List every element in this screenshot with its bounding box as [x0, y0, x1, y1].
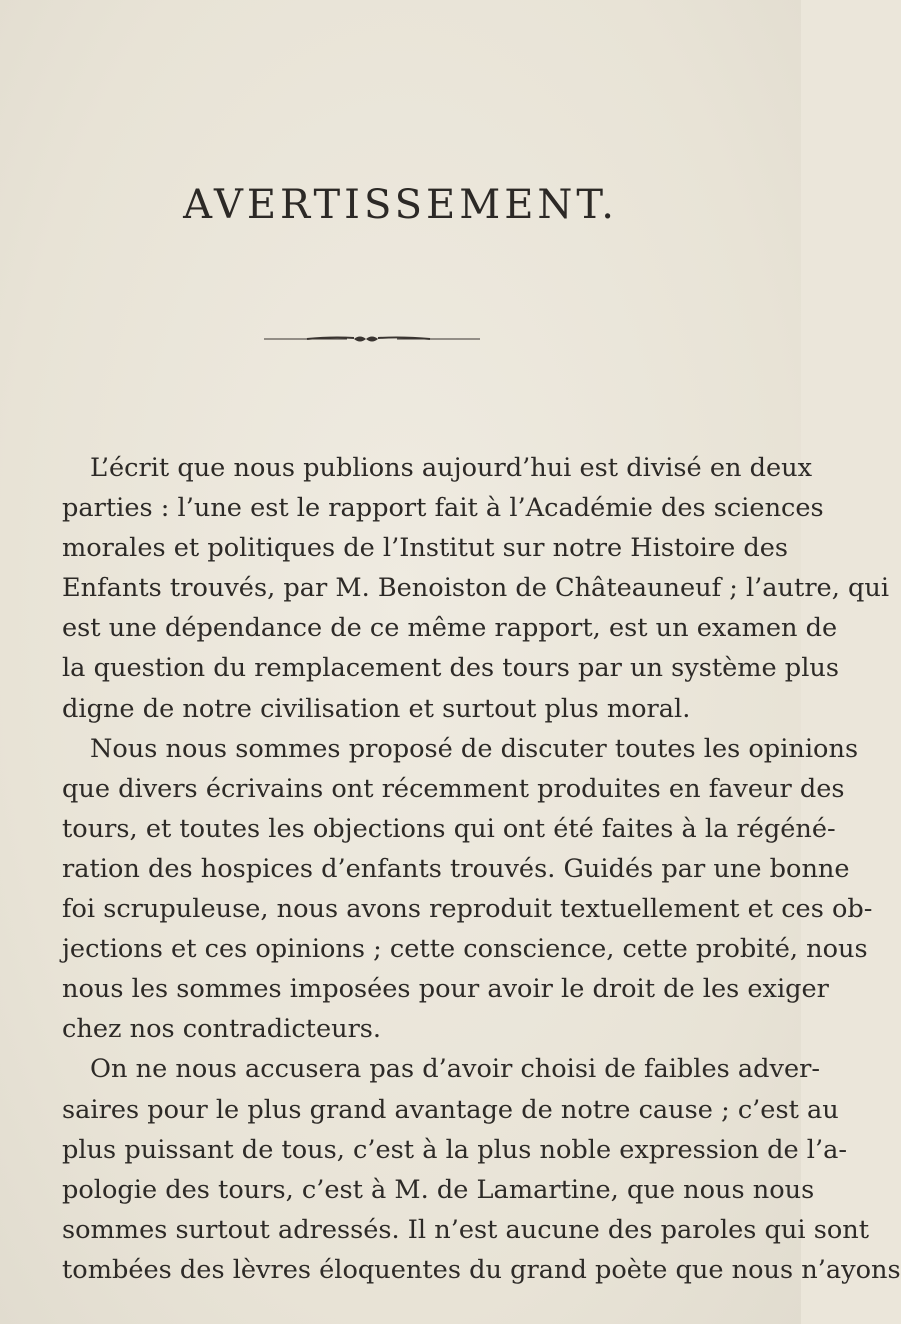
text-line: que divers écrivains ont récemment produites en faveur des — [62, 773, 845, 804]
text-line: la question du remplacement des tours par un système plus — [62, 653, 839, 684]
text-line: L’écrit que nous publions aujourd’hui est divisé en deux — [90, 453, 813, 483]
page-title: AVERTISSEMENT. — [183, 182, 618, 228]
text-line: pologie des tours, c’est à M. de Lamartine, que nous nous — [62, 1174, 815, 1205]
text-line: est une dépendance de ce même rapport, est un examen de — [62, 613, 838, 644]
text-line: chez nos contradicteurs. — [62, 1014, 382, 1045]
text-line: sommes surtout adressés. Il n’est aucune des paroles qui sont — [62, 1214, 870, 1245]
text-line: morales et politiques de l’Institut sur notre Histoire des — [62, 533, 789, 564]
text-line: digne de notre civilisation et surtout plus moral. — [62, 693, 691, 724]
text-line: saires pour le plus grand avantage de notre cause ; c’est au — [62, 1094, 839, 1125]
text-line: ration des hospices d’enfants trouvés. Guidés par une bonne — [62, 853, 850, 884]
text-line: plus puissant de tous, c’est à la plus noble expression de l’a- — [62, 1134, 847, 1165]
body-text — [62, 448, 901, 1290]
text-line: On ne nous accusera pas d’avoir choisi de faibles adver- — [90, 1054, 821, 1085]
paragraph-2 — [62, 729, 873, 1050]
text-line: Nous nous sommes proposé de discuter toutes les opinions — [90, 733, 859, 764]
text-line: parties : l’une est le rapport fait à l’Académie des sciences — [62, 493, 824, 524]
text-line: tombées des lèvres éloquentes du grand poète que nous n’ayons — [62, 1254, 901, 1285]
text-line: Enfants trouvés, par M. Benoiston de Châteauneuf ; l’autre, qui — [62, 573, 890, 604]
paragraph-3 — [62, 1049, 901, 1290]
text-line: tours, et toutes les objections qui ont été faites à la régéné- — [62, 813, 836, 844]
text-line: nous les sommes imposées pour avoir le droit de les exiger — [62, 974, 829, 1005]
paragraph-1 — [62, 448, 890, 729]
text-line: foi scrupuleuse, nous avons reproduit textuellement et ces ob- — [62, 894, 873, 925]
text-line: jections et ces opinions ; cette conscience, cette probité, nous — [62, 934, 868, 965]
divider-ornament — [262, 332, 482, 346]
